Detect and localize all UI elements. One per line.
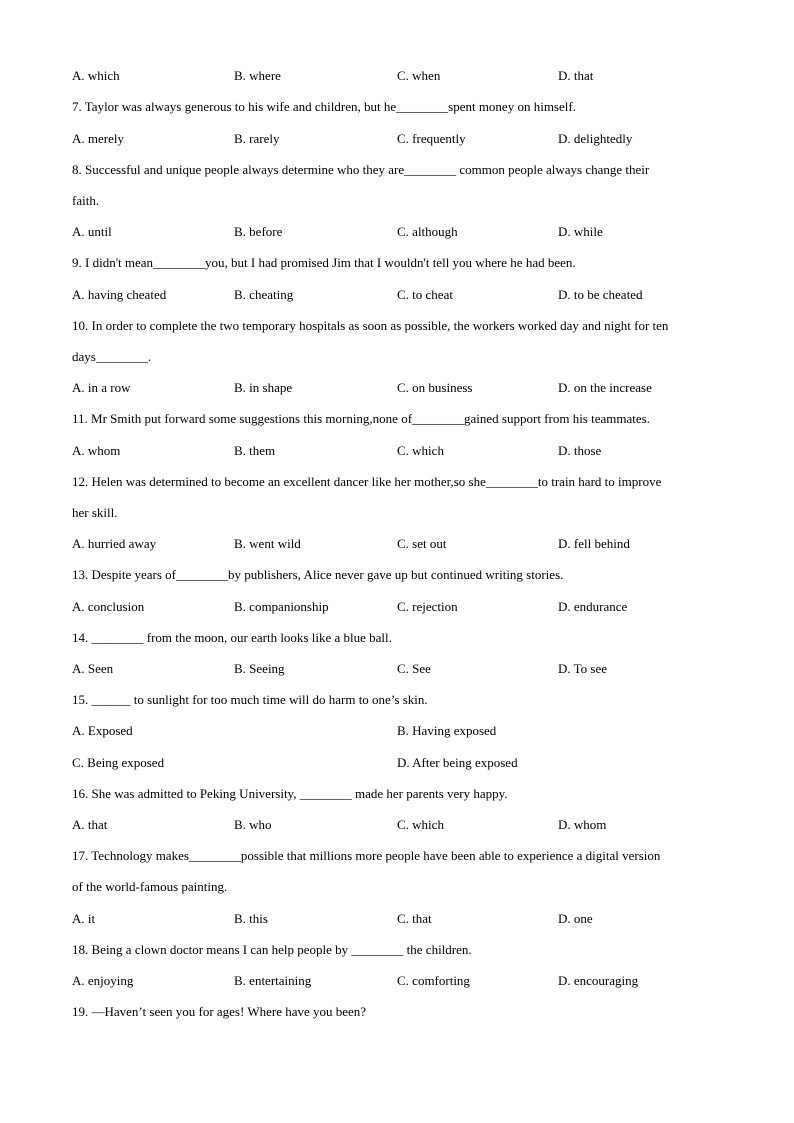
question-14-stem — [72, 628, 732, 648]
options-row-q7 — [72, 129, 732, 149]
options-row-q13 — [72, 597, 732, 617]
question-17-stem-continued — [72, 877, 732, 897]
option-c[interactable]: C. when — [397, 68, 441, 83]
option-a[interactable]: A. conclusion — [72, 599, 145, 614]
options-row-q10 — [72, 378, 732, 398]
question-stem: 19. —Haven’t seen you for ages! Where have you been? — [72, 1004, 367, 1019]
option-c[interactable]: C. to cheat — [397, 287, 453, 302]
question-stem: 8. Successful and unique people always determine who they are________ common people always change their — [72, 162, 650, 177]
question-stem: 10. In order to complete the two temporary hospitals as soon as possible, the workers worked day and night for ten — [72, 318, 669, 333]
option-b[interactable]: B. companionship — [234, 599, 329, 614]
option-b[interactable]: B. rarely — [234, 131, 280, 146]
option-a[interactable]: A. merely — [72, 131, 124, 146]
option-b[interactable]: B. before — [234, 224, 283, 239]
option-d[interactable]: D. those — [558, 443, 602, 458]
question-17-stem — [72, 846, 732, 866]
options-row-q15-cd — [72, 753, 732, 773]
option-d[interactable]: D. on the increase — [558, 380, 652, 395]
option-b[interactable]: B. them — [234, 443, 276, 458]
option-a[interactable]: A. it — [72, 911, 96, 926]
option-c[interactable]: C. rejection — [397, 599, 458, 614]
option-b[interactable]: B. cheating — [234, 287, 294, 302]
question-16-stem — [72, 784, 732, 804]
question-stem-continued: faith. — [72, 193, 100, 208]
option-d[interactable]: D. that — [558, 68, 594, 83]
option-a[interactable]: A. which — [72, 68, 120, 83]
option-b[interactable]: B. Seeing — [234, 661, 285, 676]
option-a[interactable]: A. Exposed — [72, 723, 133, 738]
option-b[interactable]: B. Having exposed — [397, 723, 497, 738]
options-row-q17 — [72, 909, 732, 929]
options-row-q18 — [72, 971, 732, 991]
option-c[interactable]: C. comforting — [397, 973, 470, 988]
options-row-q11 — [72, 441, 732, 461]
question-stem: 14. ________ from the moon, our earth looks like a blue ball. — [72, 630, 392, 645]
option-a[interactable]: A. Seen — [72, 661, 114, 676]
question-stem: 12. Helen was determined to become an excellent dancer like her mother,so she________to train hard to improve — [72, 474, 662, 489]
question-13-stem — [72, 565, 732, 585]
question-stem: 18. Being a clown doctor means I can help people by ________ the children. — [72, 942, 472, 957]
option-a[interactable]: A. whom — [72, 443, 121, 458]
option-b[interactable]: B. where — [234, 68, 281, 83]
question-stem: 11. Mr Smith put forward some suggestions this morning,none of________gained support from his teammates. — [72, 411, 650, 426]
question-stem: 17. Technology makes________possible that millions more people have been able to experience a digital version — [72, 848, 661, 863]
question-stem-continued: of the world-famous painting. — [72, 879, 228, 894]
option-b[interactable]: B. in shape — [234, 380, 293, 395]
option-c[interactable]: C. which — [397, 817, 444, 832]
option-d[interactable]: D. one — [558, 911, 593, 926]
option-c[interactable]: C. which — [397, 443, 444, 458]
question-8-stem-continued — [72, 191, 732, 211]
option-a[interactable]: A. having cheated — [72, 287, 167, 302]
option-b[interactable]: B. this — [234, 911, 268, 926]
option-a[interactable]: A. until — [72, 224, 112, 239]
options-row-q16 — [72, 815, 732, 835]
question-stem-continued: her skill. — [72, 505, 118, 520]
options-row-q9 — [72, 285, 732, 305]
question-12-stem — [72, 472, 732, 492]
option-c[interactable]: C. Being exposed — [72, 755, 165, 770]
option-b[interactable]: B. who — [234, 817, 272, 832]
question-18-stem — [72, 940, 732, 960]
question-19-stem — [72, 1002, 732, 1022]
question-10-stem — [72, 316, 732, 336]
option-c[interactable]: C. that — [397, 911, 432, 926]
option-a[interactable]: A. in a row — [72, 380, 131, 395]
option-d[interactable]: D. endurance — [558, 599, 628, 614]
question-stem-continued: days________. — [72, 349, 152, 364]
question-stem: 16. She was admitted to Peking University, ________ made her parents very happy. — [72, 786, 508, 801]
options-row-q8 — [72, 222, 732, 242]
question-stem: 15. ______ to sunlight for too much time will do harm to one’s skin. — [72, 692, 428, 707]
option-c[interactable]: C. although — [397, 224, 458, 239]
option-d[interactable]: D. encouraging — [558, 973, 639, 988]
options-row-q15-ab — [72, 721, 732, 741]
question-8-stem — [72, 160, 732, 180]
option-d[interactable]: D. while — [558, 224, 603, 239]
question-12-stem-continued — [72, 503, 732, 523]
option-b[interactable]: B. went wild — [234, 536, 301, 551]
question-9-stem — [72, 253, 732, 273]
question-10-stem-continued — [72, 347, 732, 367]
option-c[interactable]: C. set out — [397, 536, 447, 551]
options-row-q6 — [72, 66, 732, 86]
question-11-stem — [72, 409, 732, 429]
option-c[interactable]: C. frequently — [397, 131, 466, 146]
option-b[interactable]: B. entertaining — [234, 973, 312, 988]
question-7-stem — [72, 97, 732, 117]
option-a[interactable]: A. that — [72, 817, 108, 832]
option-c[interactable]: C. See — [397, 661, 431, 676]
option-a[interactable]: A. hurried away — [72, 536, 157, 551]
question-15-stem — [72, 690, 732, 710]
question-stem: 13. Despite years of________by publishers, Alice never gave up but continued writing stories. — [72, 567, 564, 582]
option-d[interactable]: D. To see — [558, 661, 608, 676]
option-a[interactable]: A. enjoying — [72, 973, 134, 988]
option-d[interactable]: D. to be cheated — [558, 287, 643, 302]
question-stem: 7. Taylor was always generous to his wife and children, but he________spent money on himself. — [72, 99, 576, 114]
options-row-q12 — [72, 534, 732, 554]
options-row-q14 — [72, 659, 732, 679]
option-c[interactable]: C. on business — [397, 380, 473, 395]
option-d[interactable]: D. whom — [558, 817, 607, 832]
option-d[interactable]: D. fell behind — [558, 536, 630, 551]
question-stem: 9. I didn't mean________you, but I had promised Jim that I wouldn't tell you where he had been. — [72, 255, 576, 270]
option-d[interactable]: D. delightedly — [558, 131, 633, 146]
option-d[interactable]: D. After being exposed — [397, 755, 518, 770]
